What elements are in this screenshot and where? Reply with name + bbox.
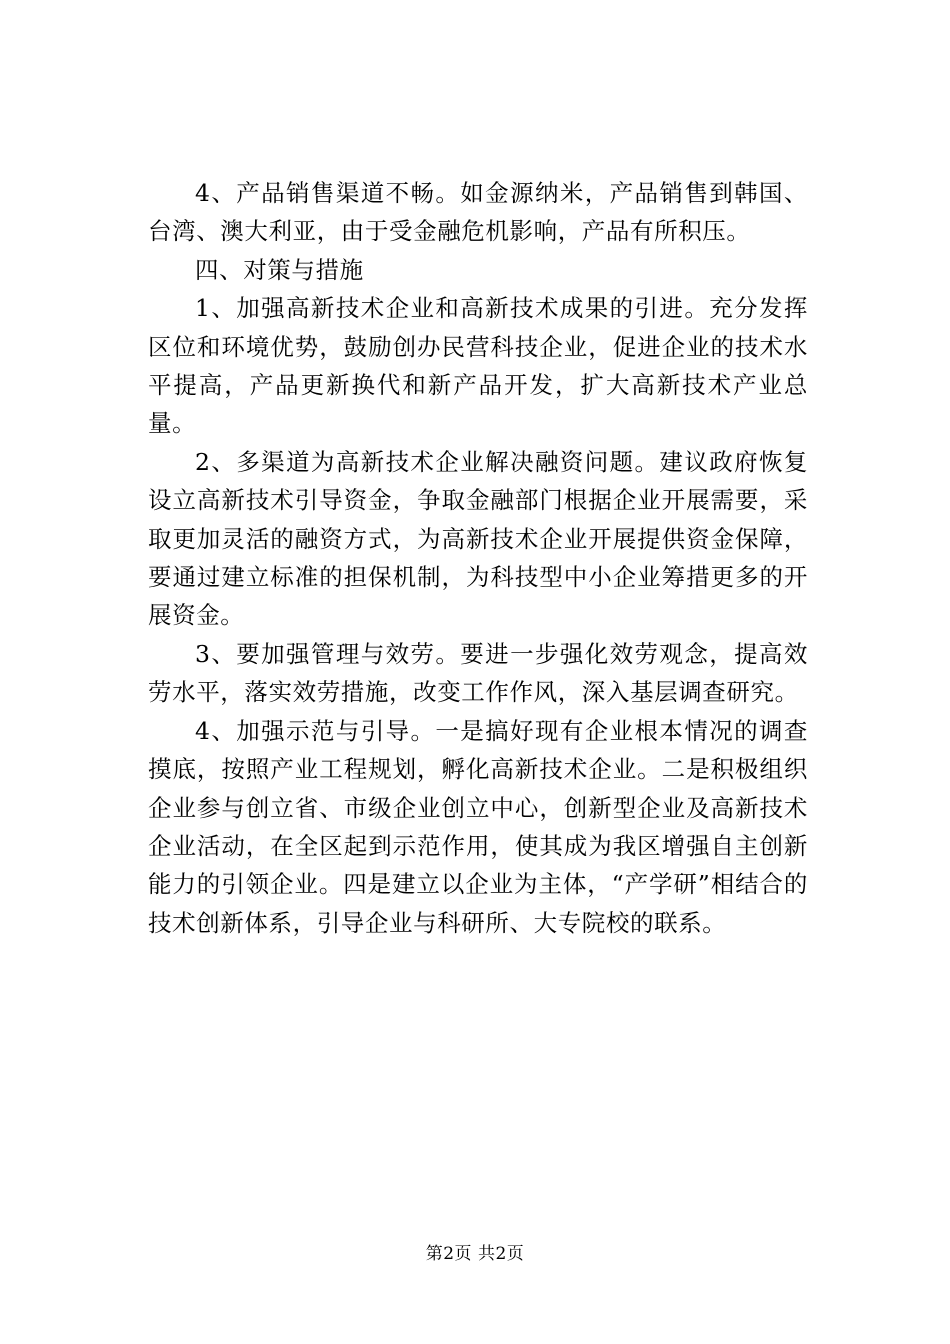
document-body xyxy=(148,174,808,942)
page-footer xyxy=(0,1243,950,1265)
section-heading-countermeasures: 四、对策与措施 xyxy=(195,255,364,284)
paragraph-measure-3: 3、要加强管理与效劳。要进一步强化效劳观念，提高效劳水平，落实效劳措施，改变工作作风，深入基层调查研究。 xyxy=(148,639,808,707)
page-number-indicator: 第2页 共2页 xyxy=(425,1244,525,1264)
paragraph-measure-4: 4、加强示范与引导。一是搞好现有企业根本情况的调查摸底，按照产业工程规划，孵化高新技术企业。二是积极组织企业参与创立省、市级企业创立中心，创新型企业及高新技术企业活动，在全区起到示范作用，使其成为我区增强自主创新能力的引领企业。四是建立以企业为主体，“产学研”相结合的技术创新体系，引导企业与科研所、大专院校的联系。 xyxy=(148,716,808,937)
paragraph-measure-1: 1、加强高新技术企业和高新技术成果的引进。充分发挥区位和环境优势，鼓励创办民营科技企业，促进企业的技术水平提高，产品更新换代和新产品开发，扩大高新技术产业总量。 xyxy=(148,294,808,438)
paragraph-sales-channel-issue: 4、产品销售渠道不畅。如金源纳米，产品销售到韩国、台湾、澳大利亚，由于受金融危机影响，产品有所积压。 xyxy=(148,179,808,246)
paragraph-measure-2: 2、多渠道为高新技术企业解决融资问题。建议政府恢复设立高新技术引导资金，争取金融部门根据企业开展需要，采取更加灵活的融资方式，为高新技术企业开展提供资金保障，要通过建立标准的担保机制，为科技型中小企业筹措更多的开展资金。 xyxy=(148,447,808,630)
